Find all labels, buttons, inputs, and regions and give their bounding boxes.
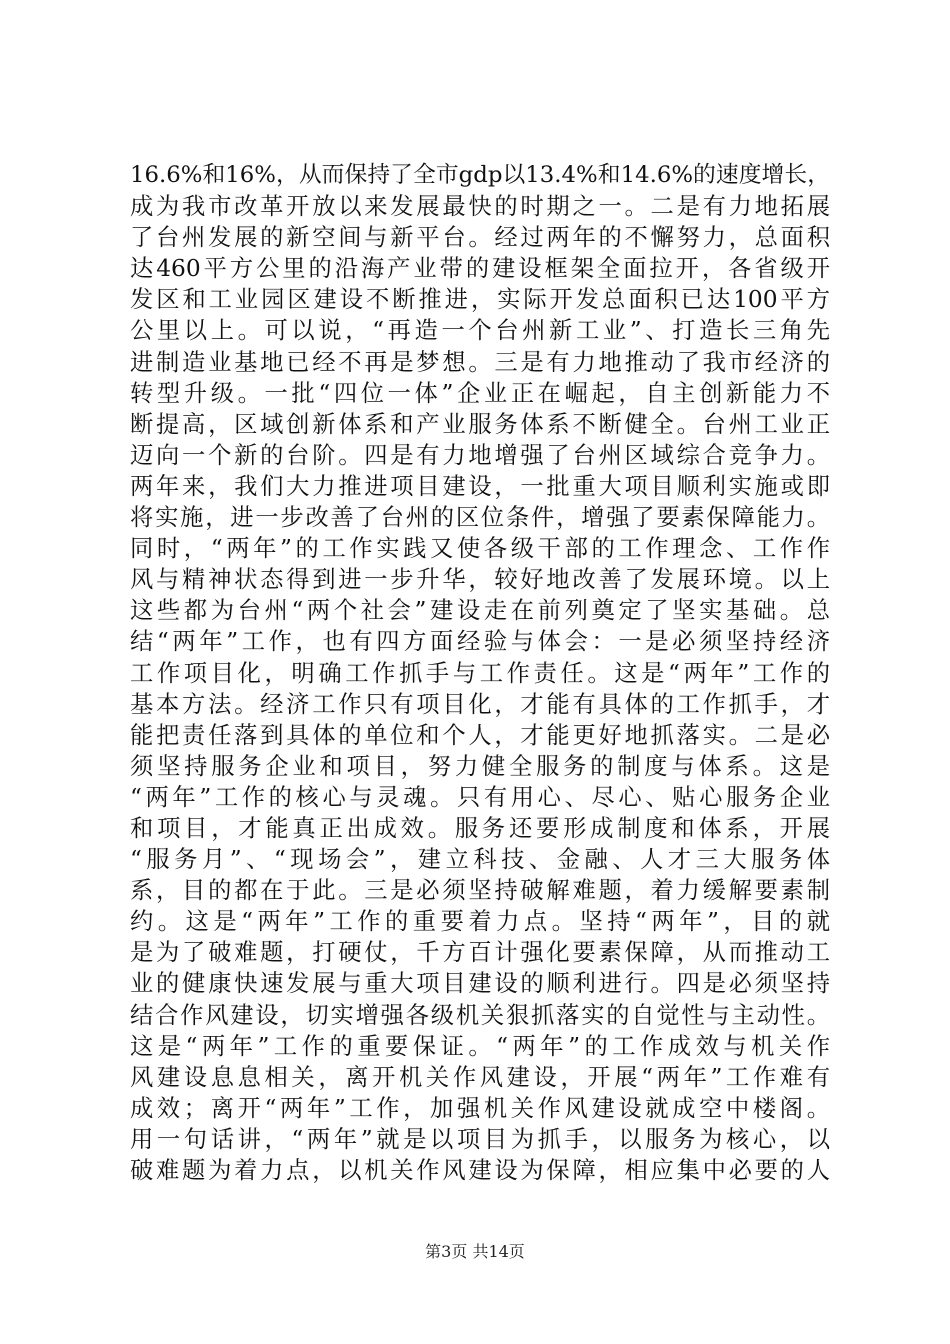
text-line: 公里以上。可以说，“再造一个台州新工业”、打造长三角先: [130, 317, 830, 345]
text-line: 须坚持服务企业和项目，努力健全服务的制度与体系。这是: [130, 752, 830, 780]
text-line: 进制造业基地已经不再是梦想。三是有力地推动了我市经济的: [130, 348, 830, 376]
text-line: 这是“两年”工作的重要保证。“两年”的工作成效与机关作: [130, 1032, 830, 1060]
body-text: [130, 160, 830, 1186]
text-line: “两年”工作的核心与灵魂。只有用心、尽心、贴心服务企业: [130, 783, 830, 811]
text-line: 是为了破难题，打硬仗，千方百计强化要素保障，从而推动工: [130, 939, 830, 967]
text-line: 16.6%和16%，从而保持了全市gdp以13.4%和14.6%的速度增长，: [130, 162, 830, 188]
text-line: 将实施，进一步改善了台州的区位条件，增强了要素保障能力。: [130, 504, 830, 532]
text-line: 达460平方公里的沿海产业带的建设框架全面拉开，各省级开: [130, 255, 830, 283]
text-line: 成效；离开“两年”工作，加强机关作风建设就成空中楼阁。: [130, 1094, 830, 1122]
text-line: 断提高，区域创新体系和产业服务体系不断健全。台州工业正: [130, 410, 830, 438]
text-line: 结合作风建设，切实增强各级机关狠抓落实的自觉性与主动性。: [130, 1001, 830, 1029]
text-line: 转型升级。一批“四位一体”企业正在崛起，自主创新能力不: [130, 379, 830, 407]
text-line: 能把责任落到具体的单位和个人，才能更好地抓落实。二是必: [130, 721, 830, 749]
text-line: 成为我市改革开放以来发展最快的时期之一。二是有力地拓展: [130, 193, 830, 221]
text-line: 风与精神状态得到进一步升华，较好地改善了发展环境。以上: [130, 566, 830, 594]
text-line: 约。这是“两年”工作的重要着力点。坚持“两年”，目的就: [130, 908, 830, 936]
text-line: 结“两年”工作，也有四方面经验与体会：一是必须坚持经济: [130, 628, 830, 656]
text-line: “服务月”、“现场会”，建立科技、金融、人才三大服务体: [130, 846, 830, 874]
text-line: 基本方法。经济工作只有项目化，才能有具体的工作抓手，才: [130, 690, 830, 718]
text-line: 这些都为台州“两个社会”建设走在前列奠定了坚实基础。总: [130, 597, 830, 625]
text-line: 发区和工业园区建设不断推进，实际开发总面积已达100平方: [130, 286, 830, 314]
page-footer: 第3页 共14页: [425, 1242, 525, 1261]
text-line: 同时，“两年”的工作实践又使各级干部的工作理念、工作作: [130, 535, 830, 563]
text-line: 了台州发展的新空间与新平台。经过两年的不懈努力，总面积: [130, 224, 830, 252]
text-line: 风建设息息相关，离开机关作风建设，开展“两年”工作难有: [130, 1063, 830, 1091]
text-line: 系，目的都在于此。三是必须坚持破解难题，着力缓解要素制: [130, 877, 830, 905]
text-line: 迈向一个新的台阶。四是有力地增强了台州区域综合竞争力。: [130, 441, 830, 469]
text-line: 两年来，我们大力推进项目建设，一批重大项目顺利实施或即: [130, 472, 830, 500]
text-line: 用一句话讲，“两年”就是以项目为抓手，以服务为核心，以: [130, 1125, 830, 1153]
text-line: 和项目，才能真正出成效。服务还要形成制度和体系，开展: [130, 814, 830, 842]
text-line: 工作项目化，明确工作抓手与工作责任。这是“两年”工作的: [130, 659, 830, 687]
text-line: 破难题为着力点，以机关作风建设为保障，相应集中必要的人: [130, 1157, 830, 1184]
text-line: 业的健康快速发展与重大项目建设的顺利进行。四是必须坚持: [130, 970, 830, 998]
